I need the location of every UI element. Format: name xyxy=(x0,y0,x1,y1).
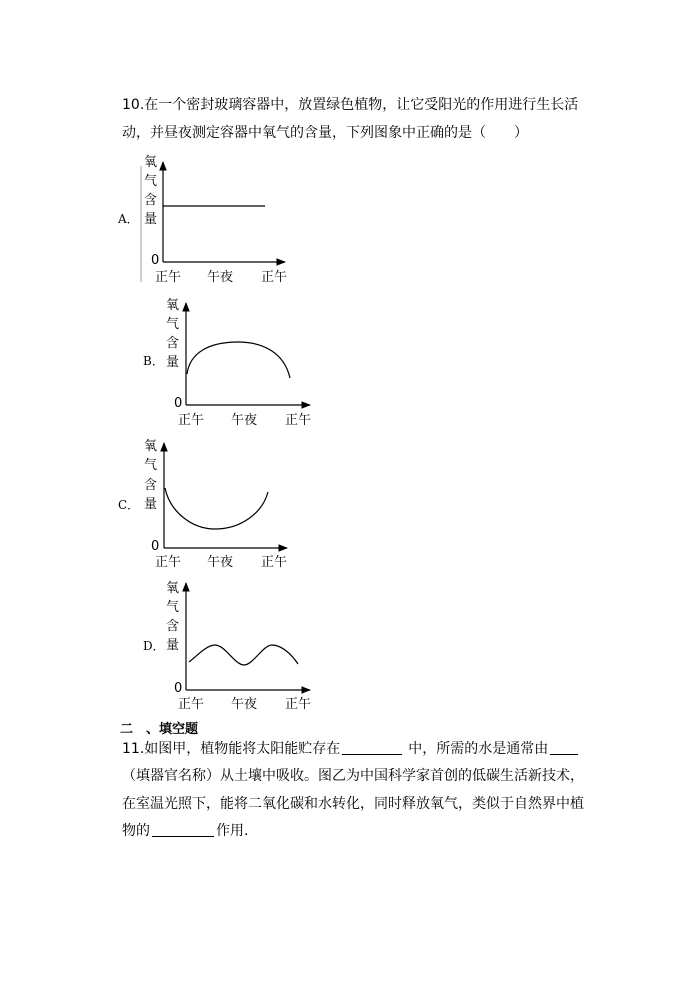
option-a-label: A． xyxy=(118,212,139,226)
graph-d-xtick-3: 正午 xyxy=(285,697,312,712)
graph-d-curve xyxy=(189,645,298,665)
graph-c-ylabel-3: 含 xyxy=(144,478,158,493)
graph-c-curve xyxy=(165,488,268,529)
graph-b-xtick-1: 正午 xyxy=(178,413,205,428)
graph-b-ylabel-4: 量 xyxy=(166,355,180,370)
graph-a-ylabel-4: 量 xyxy=(144,212,158,227)
graph-c-xtick-1: 正午 xyxy=(155,555,182,570)
option-d-label: D． xyxy=(143,639,165,653)
graph-a-ylabel-2: 气 xyxy=(144,174,158,189)
q11-line-2: （填器官名称）从土壤中吸收。图乙为中国科学家首创的低碳生活新技术， xyxy=(122,768,584,784)
graph-d-xtick-1: 正午 xyxy=(178,697,205,712)
graph-a xyxy=(141,155,287,285)
graph-c-xtick-3: 正午 xyxy=(261,555,288,570)
graph-b-curve xyxy=(187,342,290,378)
q10-line-2: 动，并昼夜测定容器中氧气的含量，下列图象中正确的是（ ） xyxy=(122,125,528,141)
graph-d-ylabel-3: 含 xyxy=(166,619,180,634)
q10-line-1: 10.在一个密封玻璃容器中，放置绿色植物，让它受阳光的作用进行生长活 xyxy=(122,97,579,113)
graph-d-ylabel-4: 量 xyxy=(166,638,180,653)
graph-c-ylabel-4: 量 xyxy=(144,497,158,512)
graph-b-xtick-3: 正午 xyxy=(285,413,312,428)
graph-d-ylabel-2: 气 xyxy=(166,600,180,615)
q11-line-1-part-a: 11.如图甲，植物能将太阳能贮存在 xyxy=(122,741,341,757)
q11-line-1 xyxy=(122,740,578,758)
q11-blank-1[interactable] xyxy=(342,740,402,755)
graph-b xyxy=(166,298,311,428)
graph-c-xtick-2: 午夜 xyxy=(207,555,234,570)
q11-blank-2[interactable] xyxy=(550,740,578,755)
graph-c xyxy=(144,439,287,570)
graph-b-ylabel-2: 气 xyxy=(166,317,180,332)
graph-a-ylabel-1: 氧 xyxy=(144,155,158,170)
graph-c-ylabel-2: 气 xyxy=(144,458,158,473)
q11-line-4-part-b: 作用. xyxy=(216,823,249,839)
q11-line-4-part-a: 物的 xyxy=(122,823,150,839)
graph-b-origin: 0 xyxy=(174,396,183,411)
option-c-label: C． xyxy=(118,498,140,512)
graph-b-xtick-2: 午夜 xyxy=(231,413,258,428)
q11-blank-3[interactable] xyxy=(152,822,214,837)
graph-c-ylabel-1: 氧 xyxy=(144,439,158,454)
graph-b-ylabel-3: 含 xyxy=(166,336,180,351)
graph-a-xtick-1: 正午 xyxy=(155,270,182,285)
graph-a-xtick-2: 午夜 xyxy=(207,270,234,285)
graph-d-origin: 0 xyxy=(174,681,183,696)
graph-c-origin: 0 xyxy=(151,539,160,554)
graph-a-ylabel-3: 含 xyxy=(144,193,158,208)
q11-line-3: 在室温光照下，能将二氧化碳和水转化，同时释放氧气，类似于自然界中植 xyxy=(122,796,584,812)
graph-d xyxy=(166,581,311,712)
q11-line-1-part-b: 中，所需的水是通常由 xyxy=(408,741,549,757)
q11-line-4 xyxy=(122,822,248,840)
graph-b-ylabel-1: 氧 xyxy=(166,298,180,313)
graph-a-xtick-3: 正午 xyxy=(261,270,288,285)
graph-d-ylabel-1: 氧 xyxy=(166,581,180,596)
graph-d-xtick-2: 午夜 xyxy=(231,697,258,712)
graph-a-origin: 0 xyxy=(151,253,160,268)
section-heading: 二 、填空题 xyxy=(120,722,199,737)
option-b-label: B． xyxy=(143,354,164,368)
